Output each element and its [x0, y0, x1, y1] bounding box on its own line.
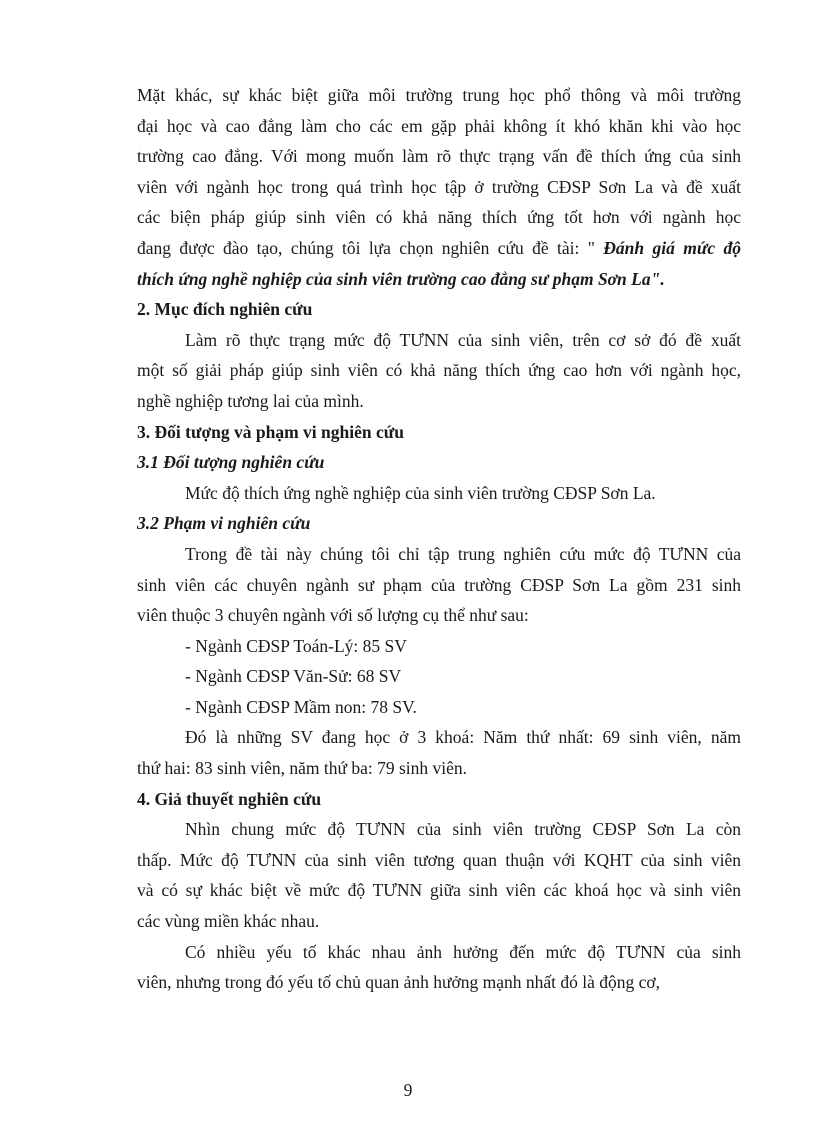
text-line: Đó là những SV đang học ở 3 khoá: Năm thứ nhất: 69 sinh viên, năm [185, 727, 741, 748]
page-number: 9 [403, 1080, 413, 1100]
topic-title-part: Đánh giá mức độ [603, 237, 741, 258]
text-line: viên, nhưng trong đó yếu tố chủ quan ảnh hưởng mạnh nhất đó là động cơ, [137, 972, 661, 993]
text-span: đang được đào tạo, chúng tôi lựa chọn nghiên cứu đề tài: " [137, 237, 604, 258]
section-heading-scope: 3. Đối tượng và phạm vi nghiên cứu [137, 421, 404, 442]
text-line: Trong đề tài này chúng tôi chỉ tập trung nghiên cứu mức độ TƯNN của [185, 543, 741, 564]
text-line: Làm rõ thực trạng mức độ TƯNN của sinh viên, trên cơ sở đó đề xuất [185, 329, 741, 350]
text-line: đại học và cao đẳng làm cho các em gặp phải không ít khó khăn khi vào học [137, 115, 741, 136]
text-line: Mặt khác, sự khác biệt giữa môi trường trung học phổ thông và môi trường [137, 85, 741, 105]
text-line: Có nhiều yếu tố khác nhau ảnh hưởng đến mức độ TƯNN của sinh [185, 941, 741, 962]
subsection-heading-range: 3.2 Phạm vi nghiên cứu [137, 513, 311, 534]
list-item: - Ngành CĐSP Toán-Lý: 85 SV [185, 635, 407, 656]
list-item: - Ngành CĐSP Văn-Sử: 68 SV [185, 666, 402, 687]
intro-paragraph [137, 80, 741, 294]
range-paragraph [137, 539, 741, 631]
text-line: nghề nghiệp tương lai của mình. [137, 390, 364, 411]
hypothesis-paragraph-1 [137, 814, 741, 936]
topic-title-line: thích ứng nghề nghiệp của sinh viên trường cao đẳng sư phạm Sơn La". [137, 268, 665, 289]
text-line: một số giải pháp giúp sinh viên có khả năng thích ứng cao hơn với ngành học, [137, 360, 741, 381]
text-line: Mức độ thích ứng nghề nghiệp của sinh viên trường CĐSP Sơn La. [185, 482, 656, 503]
text-line: thấp. Mức độ TƯNN của sinh viên tương quan thuận với KQHT của sinh viên [137, 849, 741, 870]
text-line: sinh viên các chuyên ngành sư phạm của trường CĐSP Sơn La gồm 231 sinh [137, 574, 741, 595]
subsection-heading-subject: 3.1 Đối tượng nghiên cứu [137, 452, 325, 473]
text-line: thứ hai: 83 sinh viên, năm thứ ba: 79 sinh viên. [137, 758, 468, 779]
section-heading-purpose: 2. Mục đích nghiên cứu [137, 299, 313, 320]
text-line: các biện pháp giúp sinh viên có khả năng thích ứng tốt hơn với ngành học [137, 207, 741, 228]
text-line: Nhìn chung mức độ TƯNN của sinh viên trường CĐSP Sơn La còn [185, 819, 741, 840]
cohort-paragraph [137, 722, 741, 783]
hypothesis-paragraph-2 [137, 937, 741, 998]
text-line: viên với ngành học trong quá trình học tập ở trường CĐSP Sơn La và đề xuất [137, 176, 741, 197]
section-heading-hypothesis: 4. Giả thuyết nghiên cứu [137, 788, 322, 809]
text-line: các vùng miền khác nhau. [137, 911, 320, 932]
text-line: viên thuộc 3 chuyên ngành với số lượng cụ thể như sau: [137, 605, 529, 626]
text-line: và có sự khác biệt về mức độ TƯNN giữa sinh viên các khoá học và sinh viên [137, 880, 741, 901]
document-page [137, 80, 741, 998]
text-line [137, 233, 741, 264]
major-list [137, 631, 741, 723]
list-item: - Ngành CĐSP Mầm non: 78 SV. [185, 696, 417, 717]
purpose-paragraph [137, 325, 741, 417]
text-line: trường cao đẳng. Với mong muốn làm rõ thực trạng vấn đề thích ứng của sinh [137, 146, 741, 167]
